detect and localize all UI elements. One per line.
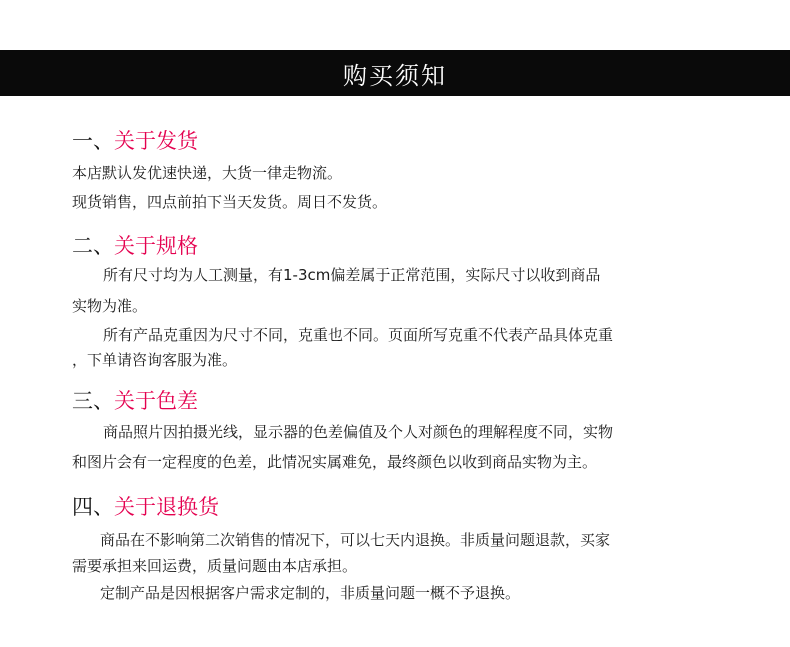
paragraph-line: 商品在不影响第二次销售的情况下，可以七天内退换。非质量问题退款，买家 xyxy=(100,531,611,549)
header-banner xyxy=(0,50,790,96)
page-title: 购买须知 xyxy=(343,61,447,90)
section-number: 二、 xyxy=(72,234,114,258)
section-number: 四、 xyxy=(72,495,114,519)
paragraph-line: 所有产品克重因为尺寸不同，克重也不同。页面所写克重不代表产品具体克重 xyxy=(103,326,614,344)
paragraph-line: 所有尺寸均为人工测量，有1-3cm偏差属于正常范围，实际尺寸以收到商品 xyxy=(103,266,601,284)
paragraph-line: 和图片会有一定程度的色差，此情况实属难免，最终颜色以收到商品实物为主。 xyxy=(72,453,598,471)
section-title: 关于退换货 xyxy=(114,495,219,519)
section-heading xyxy=(72,494,219,520)
paragraph-line: 需要承担来回运费，质量问题由本店承担。 xyxy=(72,557,358,575)
paragraph-line: ，下单请咨询客服为准。 xyxy=(72,351,238,369)
paragraph-line: 商品照片因拍摄光线，显示器的色差偏值及个人对颜色的理解程度不同，实物 xyxy=(103,423,614,441)
paragraph-line: 定制产品是因根据客户需求定制的，非质量问题一概不予退换。 xyxy=(100,584,521,602)
section-title: 关于色差 xyxy=(114,389,198,413)
section-heading xyxy=(72,233,198,259)
section-heading xyxy=(72,388,198,414)
paragraph-line: 现货销售，四点前拍下当天发货。周日不发货。 xyxy=(72,193,388,211)
section-title: 关于发货 xyxy=(114,129,198,153)
paragraph-line: 本店默认发优速快递，大货一律走物流。 xyxy=(72,164,343,182)
section-number: 一、 xyxy=(72,129,114,153)
section-title: 关于规格 xyxy=(114,234,198,258)
paragraph-line: 实物为准。 xyxy=(72,297,148,315)
section-heading xyxy=(72,128,198,154)
section-number: 三、 xyxy=(72,389,114,413)
